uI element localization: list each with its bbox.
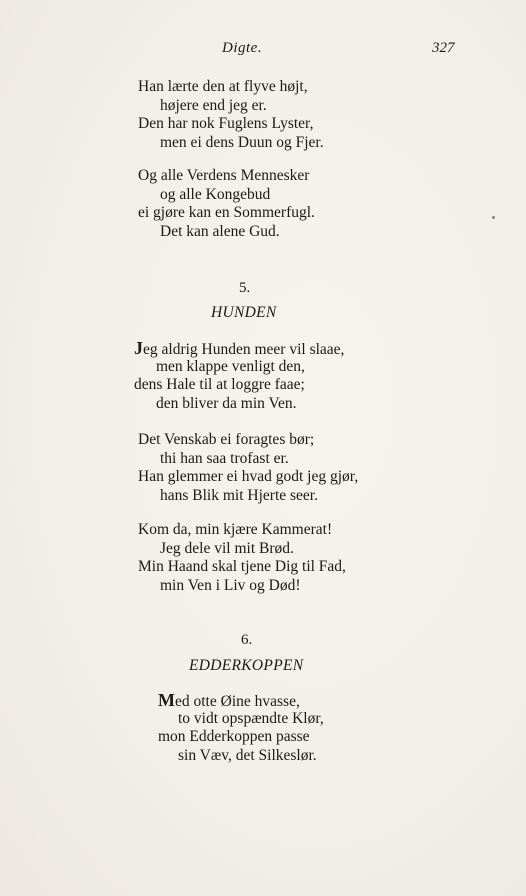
paper-speck bbox=[492, 216, 495, 219]
stanza bbox=[138, 78, 324, 152]
drop-initial: M bbox=[158, 690, 175, 710]
poem-line: den bliver da min Ven. bbox=[156, 394, 297, 412]
section-number: 5. bbox=[239, 280, 251, 296]
poem-line: højere end jeg er. bbox=[160, 96, 267, 114]
stanza bbox=[138, 431, 358, 505]
poem-line bbox=[134, 339, 344, 358]
section-title: EDDERKOPPEN bbox=[189, 657, 304, 674]
poem-line: Han lærte den at flyve højt, bbox=[138, 78, 308, 95]
poem-line: Han glemmer ei hvad godt jeg gjør, bbox=[138, 468, 359, 486]
poem-line: dens Hale til at loggre faae; bbox=[134, 376, 305, 394]
poem-line: thi han saa trofast er. bbox=[160, 449, 289, 467]
poem-line: hans Blik mit Hjerte seer. bbox=[160, 486, 318, 504]
poem-line: Min Haand skal tjene Dig til Fad, bbox=[138, 558, 346, 576]
drop-initial: J bbox=[134, 338, 143, 358]
poem-line: Det kan alene Gud. bbox=[160, 222, 280, 240]
poem-line: min Ven i Liv og Død! bbox=[160, 576, 301, 594]
poem-line bbox=[158, 691, 324, 710]
stanza bbox=[158, 691, 324, 765]
poem-line: Den har nok Fuglens Lyster, bbox=[138, 115, 314, 133]
poem-line: Jeg dele vil mit Brød. bbox=[160, 539, 294, 557]
poem-line: Og alle Verdens Mennesker bbox=[138, 167, 310, 184]
poem-line: men ei dens Duun og Fjer. bbox=[160, 133, 324, 151]
stanza bbox=[138, 167, 315, 241]
poem-line: Kom da, min kjære Kammerat! bbox=[138, 521, 333, 538]
poem-line: og alle Kongebud bbox=[160, 185, 271, 203]
stanza bbox=[134, 339, 344, 413]
poem-line: to vidt opspændte Klør, bbox=[178, 709, 324, 727]
section-title: HUNDEN bbox=[211, 304, 277, 321]
section-number: 6. bbox=[241, 632, 253, 648]
poem-line-text: ed otte Øine hvasse, bbox=[175, 693, 300, 710]
poem-line: men klappe venligt den, bbox=[156, 357, 305, 375]
poem-line: sin Væv, det Silkeslør. bbox=[178, 746, 317, 764]
page-number: 327 bbox=[432, 40, 455, 56]
running-title: Digte. bbox=[222, 40, 263, 56]
poem-line-text: eg aldrig Hunden meer vil slaae, bbox=[143, 341, 345, 358]
poem-line: Det Venskab ei foragtes bør; bbox=[138, 431, 315, 448]
stanza bbox=[138, 521, 346, 595]
poem-line: ei gjøre kan en Sommerfugl. bbox=[138, 204, 315, 222]
poem-line: mon Edderkoppen passe bbox=[158, 728, 310, 746]
